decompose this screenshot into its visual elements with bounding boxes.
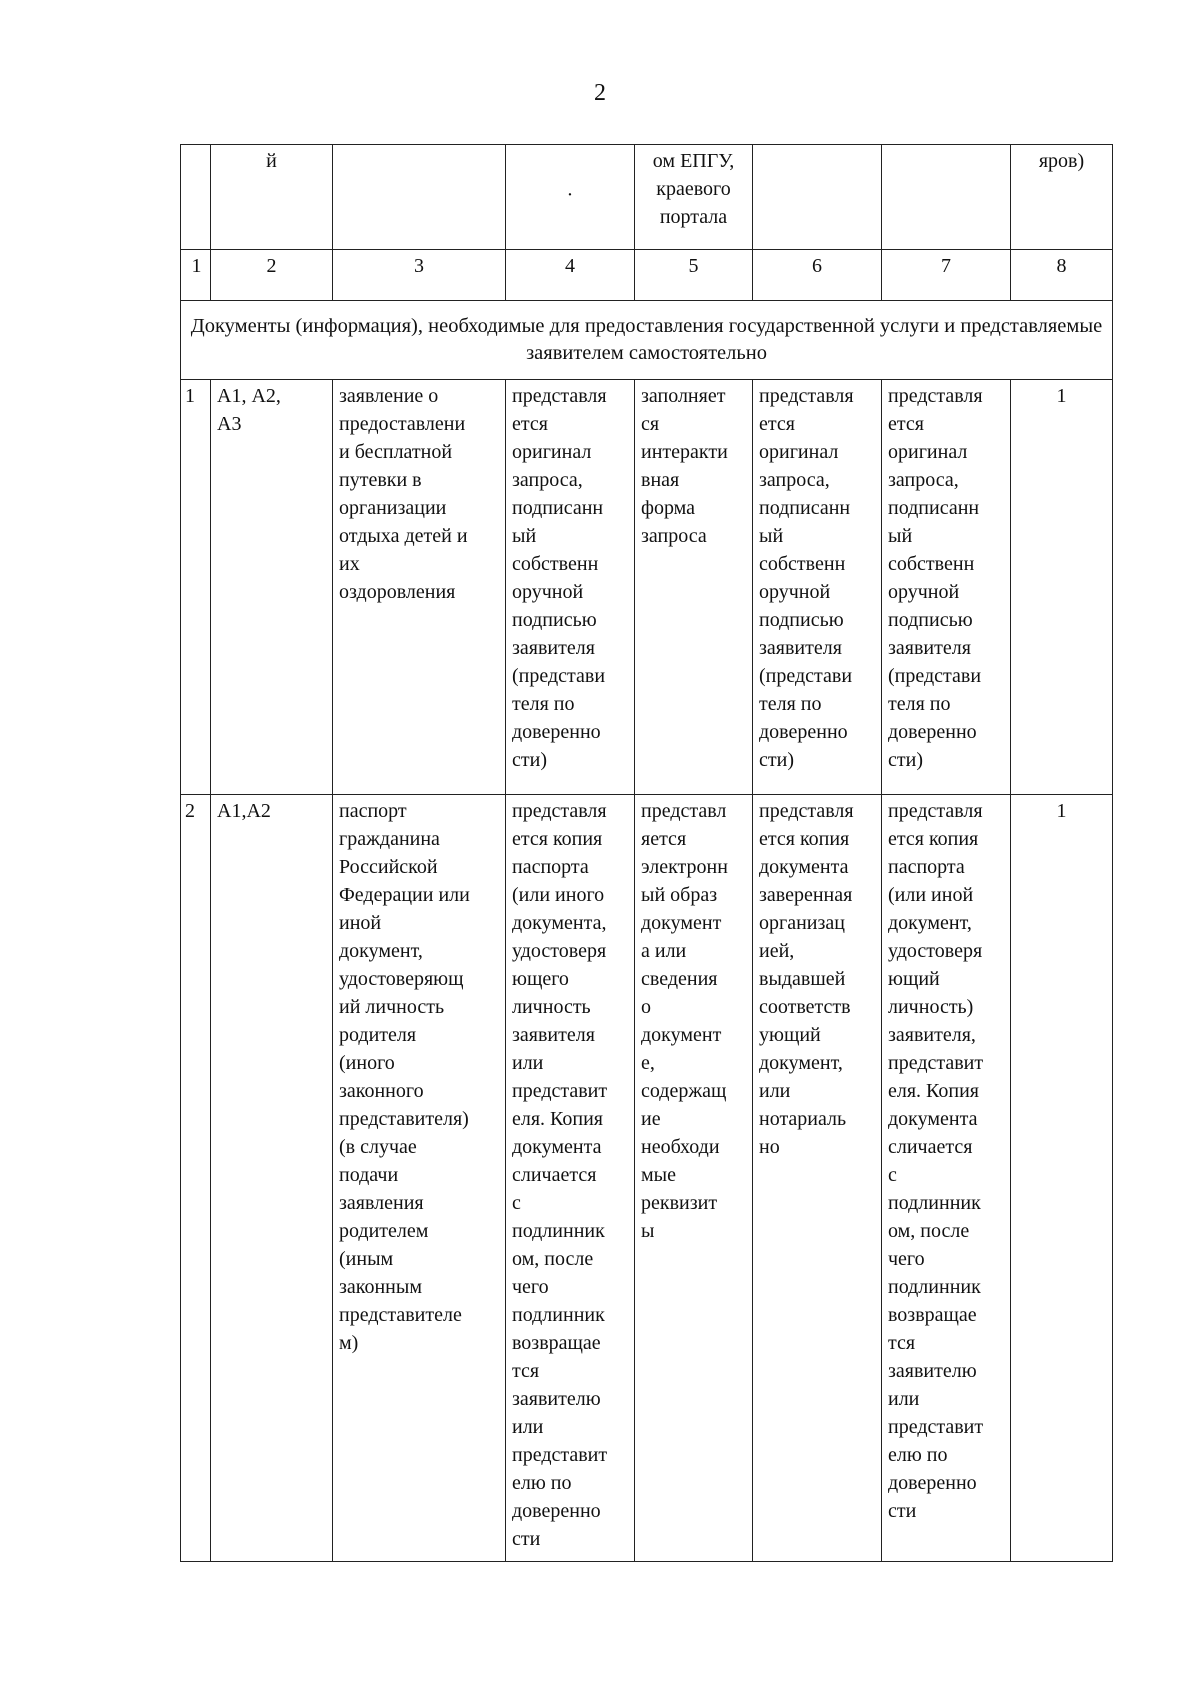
row-number: 2 [181,795,211,1562]
header-cell-4: · [506,145,635,250]
section-row [181,301,1113,380]
column-number-7: 7 [882,250,1011,301]
header-cell-5: ом ЕПГУ, краевого портала [635,145,753,250]
column-number-8: 8 [1011,250,1113,301]
row-number: 1 [181,380,211,795]
applicant-category: А1,А2 [211,795,333,1562]
table-row [181,795,1113,1562]
copies-count: 1 [1011,380,1113,795]
column-numbers-row [181,250,1113,301]
submission-method-portal: представл яется электронн ый образ документ а или сведения о документ е, содержащ ие необходи мые реквизит ы [635,795,753,1562]
column-number-2: 2 [211,250,333,301]
document-name: паспорт гражданина Российской Федерации или иной документ, удостоверяющ ий личность родителя (иного законного представителя) (в случае подачи заявления родителем (иным законным представителе м) [333,795,506,1562]
submission-method-portal: заполняет ся интеракти вная форма запроса [635,380,753,795]
section-title: Документы (информация), необходимые для предоставления государственной услуги и представляемые заявителем самостоятельно [181,301,1113,380]
submission-method-mail: представля ется оригинал запроса, подписанн ый собственн оручной подписью заявителя (представи теля по доверенно сти) [753,380,882,795]
submission-method-in-person: представля ется оригинал запроса, подписанн ый собственн оручной подписью заявителя (представи теля по доверенно сти) [506,380,635,795]
header-cell-3 [333,145,506,250]
copies-count: 1 [1011,795,1113,1562]
submission-method-mfc: представля ется копия паспорта (или иной документ, удостоверя ющий личность) заявителя, представит еля. Копия документа сличается с подлинник ом, после чего подлинник возвращае тся заявителю или представит елю по доверенно сти [882,795,1011,1562]
document-name: заявление о предоставлени и бесплатной путевки в организации отдыха детей и их оздоровления [333,380,506,795]
submission-method-mfc: представля ется оригинал запроса, подписанн ый собственн оручной подписью заявителя (представи теля по доверенно сти) [882,380,1011,795]
documents-table [180,144,1113,1562]
column-number-5: 5 [635,250,753,301]
page-number: 2 [594,80,606,106]
header-cell-8: яров) [1011,145,1113,250]
column-number-3: 3 [333,250,506,301]
header-cell-7 [882,145,1011,250]
column-number-4: 4 [506,250,635,301]
submission-method-mail: представля ется копия документа заверенная организац ией, выдавшей соответств ующий документ, или нотариаль но [753,795,882,1562]
table-row [181,380,1113,795]
submission-method-in-person: представля ется копия паспорта (или иного документа, удостоверя ющего личность заявителя или представит еля. Копия документа сличается с подлинник ом, после чего подлинник возвращае тся заявителю или представит елю по доверенно сти [506,795,635,1562]
header-cell-6 [753,145,882,250]
header-cell-2: й [211,145,333,250]
column-number-1: 1 [181,250,211,301]
header-cell-1 [181,145,211,250]
applicant-category: А1, А2, А3 [211,380,333,795]
column-number-6: 6 [753,250,882,301]
continuation-header-row [181,145,1113,250]
